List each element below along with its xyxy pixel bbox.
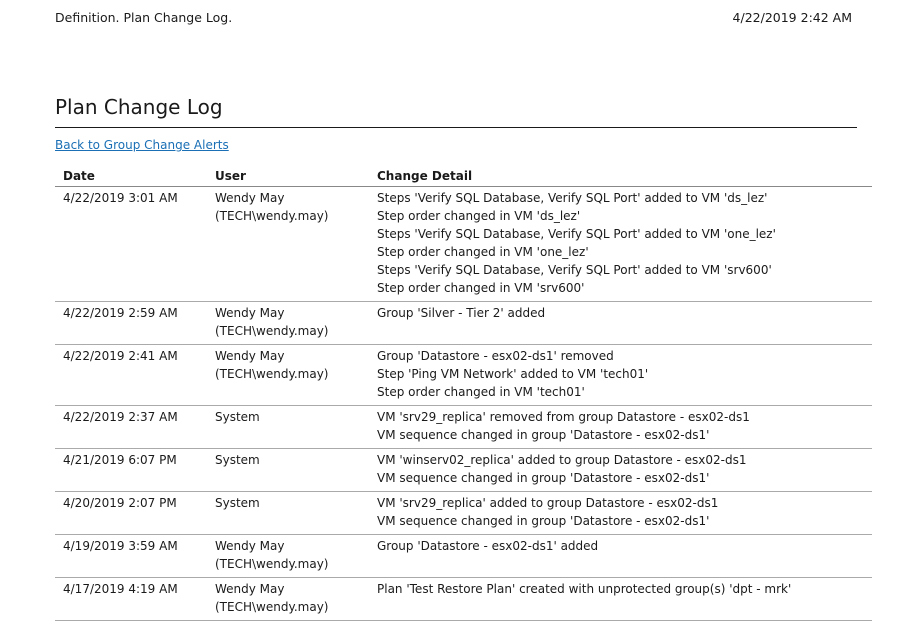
change-detail-line: Steps 'Verify SQL Database, Verify SQL Port' added to VM 'srv600' bbox=[377, 263, 772, 277]
cell-user bbox=[207, 492, 369, 535]
title-divider bbox=[55, 127, 857, 128]
report-timestamp: 4/22/2019 2:42 AM bbox=[732, 10, 852, 25]
table-row bbox=[55, 535, 872, 578]
cell-change-detail bbox=[369, 406, 872, 449]
report-definition-label: Definition. Plan Change Log. bbox=[55, 10, 233, 25]
change-detail-line: VM sequence changed in group 'Datastore - esx02-ds1' bbox=[377, 471, 710, 485]
change-detail-line: Group 'Datastore - esx02-ds1' removed bbox=[377, 349, 614, 363]
column-header-date[interactable]: Date bbox=[55, 166, 207, 187]
cell-change-detail bbox=[369, 302, 872, 345]
change-detail-line: Steps 'Verify SQL Database, Verify SQL Port' added to VM 'ds_lez' bbox=[377, 191, 768, 205]
cell-date: 4/22/2019 2:41 AM bbox=[55, 345, 207, 406]
cell-date: 4/22/2019 3:01 AM bbox=[55, 187, 207, 302]
cell-date: 4/17/2019 4:19 AM bbox=[55, 578, 207, 621]
user-account: (TECH\wendy.may) bbox=[215, 557, 329, 571]
user-account: (TECH\wendy.may) bbox=[215, 600, 329, 614]
user-name: Wendy May bbox=[215, 539, 285, 553]
change-detail-line: Group 'Silver - Tier 2' added bbox=[377, 306, 546, 320]
cell-user bbox=[207, 449, 369, 492]
cell-user bbox=[207, 535, 369, 578]
column-header-user[interactable]: User bbox=[207, 166, 369, 187]
user-name: Wendy May bbox=[215, 191, 285, 205]
cell-user bbox=[207, 187, 369, 302]
table-row bbox=[55, 406, 872, 449]
cell-change-detail bbox=[369, 345, 872, 406]
cell-user bbox=[207, 578, 369, 621]
change-detail-line: Step order changed in VM 'srv600' bbox=[377, 281, 585, 295]
table-row bbox=[55, 449, 872, 492]
change-detail-line: Step order changed in VM 'ds_lez' bbox=[377, 209, 581, 223]
cell-date: 4/22/2019 2:37 AM bbox=[55, 406, 207, 449]
table-row bbox=[55, 578, 872, 621]
user-name: System bbox=[215, 453, 260, 467]
change-detail-line: VM sequence changed in group 'Datastore - esx02-ds1' bbox=[377, 514, 710, 528]
table-row bbox=[55, 302, 872, 345]
user-name: Wendy May bbox=[215, 306, 285, 320]
change-detail-line: VM 'srv29_replica' added to group Datastore - esx02-ds1 bbox=[377, 496, 719, 510]
user-account: (TECH\wendy.may) bbox=[215, 324, 329, 338]
column-header-change-detail[interactable]: Change Detail bbox=[369, 166, 872, 187]
user-name: System bbox=[215, 410, 260, 424]
cell-change-detail bbox=[369, 449, 872, 492]
change-detail-line: Steps 'Verify SQL Database, Verify SQL Port' added to VM 'one_lez' bbox=[377, 227, 776, 241]
cell-user bbox=[207, 345, 369, 406]
change-detail-line: VM sequence changed in group 'Datastore - esx02-ds1' bbox=[377, 428, 710, 442]
cell-change-detail bbox=[369, 578, 872, 621]
table-body bbox=[55, 187, 872, 621]
cell-change-detail bbox=[369, 535, 872, 578]
change-detail-line: Step order changed in VM 'tech01' bbox=[377, 385, 585, 399]
change-detail-line: VM 'srv29_replica' removed from group Datastore - esx02-ds1 bbox=[377, 410, 750, 424]
change-detail-line: Step 'Ping VM Network' added to VM 'tech01' bbox=[377, 367, 649, 381]
table-header-row bbox=[55, 166, 872, 187]
table-row bbox=[55, 345, 872, 406]
cell-change-detail bbox=[369, 187, 872, 302]
cell-date: 4/22/2019 2:59 AM bbox=[55, 302, 207, 345]
cell-date: 4/20/2019 2:07 PM bbox=[55, 492, 207, 535]
user-account: (TECH\wendy.may) bbox=[215, 367, 329, 381]
cell-user bbox=[207, 406, 369, 449]
user-name: Wendy May bbox=[215, 349, 285, 363]
change-detail-line: Group 'Datastore - esx02-ds1' added bbox=[377, 539, 599, 553]
cell-date: 4/19/2019 3:59 AM bbox=[55, 535, 207, 578]
change-log-table bbox=[55, 166, 872, 621]
table-row bbox=[55, 492, 872, 535]
cell-date: 4/21/2019 6:07 PM bbox=[55, 449, 207, 492]
change-detail-line: VM 'winserv02_replica' added to group Datastore - esx02-ds1 bbox=[377, 453, 747, 467]
user-account: (TECH\wendy.may) bbox=[215, 209, 329, 223]
change-detail-line: Plan 'Test Restore Plan' created with unprotected group(s) 'dpt - mrk' bbox=[377, 582, 792, 596]
user-name: System bbox=[215, 496, 260, 510]
page-title: Plan Change Log bbox=[55, 95, 223, 119]
table-row bbox=[55, 187, 872, 302]
user-name: Wendy May bbox=[215, 582, 285, 596]
cell-change-detail bbox=[369, 492, 872, 535]
cell-user bbox=[207, 302, 369, 345]
back-to-group-change-alerts-link[interactable]: Back to Group Change Alerts bbox=[55, 138, 229, 152]
change-detail-line: Step order changed in VM 'one_lez' bbox=[377, 245, 589, 259]
